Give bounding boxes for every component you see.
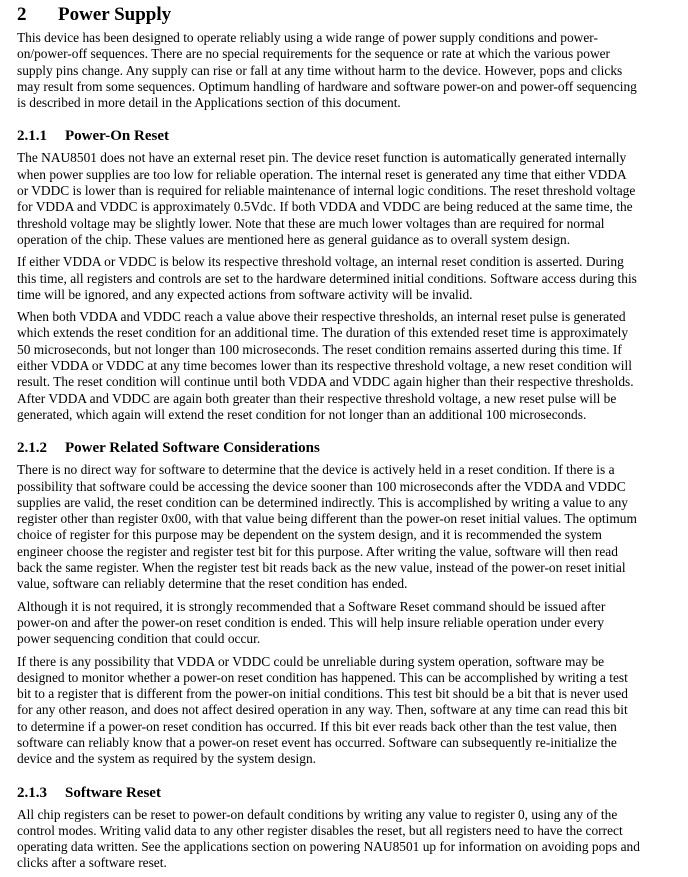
text-line: may result from some sequences. Optimum handling of hardware and software power-on and power-off sequencing xyxy=(17,78,637,94)
text-line: supplies are valid, the reset condition can be determined indirectly. This is accomplished by writing a value to any xyxy=(17,494,628,510)
text-line: register other than register 0x00, with that value being different than the power-on reset initial values. The optimum xyxy=(17,511,637,527)
text-line: There is no direct way for software to determine that the device is actively held in a reset condition. If there is a xyxy=(17,462,615,478)
subsections xyxy=(17,127,688,871)
subsection-number: 2.1.1 xyxy=(17,128,47,145)
text-line: value, software can reliably determine that the reset condition has ended. xyxy=(17,576,408,592)
text-line: clicks after a software reset. xyxy=(17,855,167,871)
text-line: power sequencing condition that could occur. xyxy=(17,631,261,647)
text-line: result. The reset condition will continue until both VDDA and VDDC again higher than their respective thresholds. xyxy=(17,374,634,390)
section-heading xyxy=(17,4,688,26)
section-number: 2 xyxy=(17,4,27,25)
text-line: engineer choose the register and register test bit for this purpose. After writing the value, software will then read xyxy=(17,543,618,559)
subsection-title: Power Related Software Considerations xyxy=(65,440,320,457)
intro-paragraph xyxy=(17,30,688,111)
text-line: operation of the chip. These values are mentioned here as general guidance as to overall system design. xyxy=(17,231,571,247)
text-line: which extends the reset condition for an additional time. The duration of this extended reset time is approximately xyxy=(17,325,629,341)
subsection-number: 2.1.3 xyxy=(17,784,47,801)
paragraph xyxy=(17,599,688,648)
text-line: Although it is not required, it is strongly recommended that a Software Reset command should be issued after xyxy=(17,598,606,614)
text-line: is described in more detail in the Applications section of this document. xyxy=(17,95,401,111)
paragraph xyxy=(17,254,688,303)
text-line: This device has been designed to operate reliably using a wide range of power supply conditions and power- xyxy=(17,30,598,45)
text-line: software can reliably know that a power-on reset event has occurred. Software can subsequently re-initialize the xyxy=(17,734,617,750)
text-line: on/power-off sequences. There are no special requirements for the sequence or rate at which the various power xyxy=(17,46,611,62)
text-line: time will be ignored, and any expected actions from software activity will be invalid. xyxy=(17,286,473,302)
text-line: 50 microseconds, but not longer than 100 microseconds. The reset condition remains asserted during this time. If xyxy=(17,341,622,357)
text-line: supply pins change. Any supply can rise or fall at any time without harm to the device. However, pops and clicks xyxy=(17,62,623,78)
section-title: Power Supply xyxy=(58,4,172,25)
text-line: either VDDA or VDDC at any time becomes lower than its respective threshold voltage, a new reset condition will xyxy=(17,358,632,374)
subsection-heading xyxy=(17,784,688,802)
paragraph xyxy=(17,462,688,592)
text-line: for VDDA and VDDC is approximately 0.5Vdc. If both VDDA and VDDC are being reduced at the same time, the xyxy=(17,199,633,215)
text-line: If either VDDA or VDDC is below its respective threshold voltage, an internal reset condition is asserted. During xyxy=(17,254,624,270)
paragraph xyxy=(17,807,688,872)
subsection-title: Power-On Reset xyxy=(65,128,169,145)
text-line: possibility that software could be accessing the device sooner than 100 microseconds after the VDDA and VDDC xyxy=(17,478,626,494)
text-line: or VDDC is lower than is required for reliable maintenance of internal logic conditions. The reset threshold voltage xyxy=(17,183,636,199)
subsection-heading xyxy=(17,439,688,457)
text-line: when power supplies are too low for reliable operation. The internal reset is generated any time that either VDDA xyxy=(17,166,627,182)
text-line: When both VDDA and VDDC reach a value above their respective thresholds, an internal reset pulse is generated xyxy=(17,309,626,325)
text-line: operating data written. See the applications section on powering NAU8501 up for information on avoiding pops and xyxy=(17,839,640,855)
text-line: The NAU8501 does not have an external reset pin. The device reset function is automatically generated internally xyxy=(17,150,627,166)
paragraph xyxy=(17,309,688,423)
text-line: designed to monitor whether a power-on reset condition has happened. This can be accomplished by writing a test xyxy=(17,669,628,685)
paragraph xyxy=(17,654,688,768)
text-line: threshold voltage may be slightly lower. Note that these are much lower voltages than are required for normal xyxy=(17,215,605,231)
text-line: back the same register. When the register test bit reads back as the new value, instead of the power-on reset initial xyxy=(17,560,626,576)
text-line: to determine if a power-on reset condition has occurred. If this bit ever reads back other than the test value, then xyxy=(17,718,617,734)
text-line: If there is any possibility that VDDA or VDDC could be unreliable during system operation, software may be xyxy=(17,653,605,669)
subsection-heading xyxy=(17,127,688,145)
text-line: this time, all registers and controls are set to the hardware determined initial conditions. Software access during this xyxy=(17,270,637,286)
text-line: All chip registers can be reset to power-on default conditions by writing any value to register 0, using any of the xyxy=(17,806,618,822)
paragraph xyxy=(17,150,688,248)
text-line: power-on and after the power-on reset condition is ended. This will help insure reliable operation under every xyxy=(17,614,605,630)
subsection-number: 2.1.2 xyxy=(17,440,47,457)
text-line: device and the system as required by the system design. xyxy=(17,751,316,767)
text-line: bit to a register that is different from the power-on initial conditions. This test bit should be a bit that is never used xyxy=(17,686,628,702)
text-line: generated, which again will extend the reset condition for not longer than an additional 100 microseconds. xyxy=(17,406,587,422)
text-line: choice of register for this purpose may be dependent on the system design, and it is recommended the system xyxy=(17,527,602,543)
text-line: control modes. Writing valid data to any other register disables the reset, but all registers need to have the correct xyxy=(17,822,623,838)
text-line: for any other reason, and does not affect desired operation in any way. Then, software at any time can read this bit xyxy=(17,702,628,718)
text-line: After VDDA and VDDC are again both greater than their respective threshold voltage, a new reset pulse will be xyxy=(17,390,617,406)
subsection-title: Software Reset xyxy=(65,784,161,801)
